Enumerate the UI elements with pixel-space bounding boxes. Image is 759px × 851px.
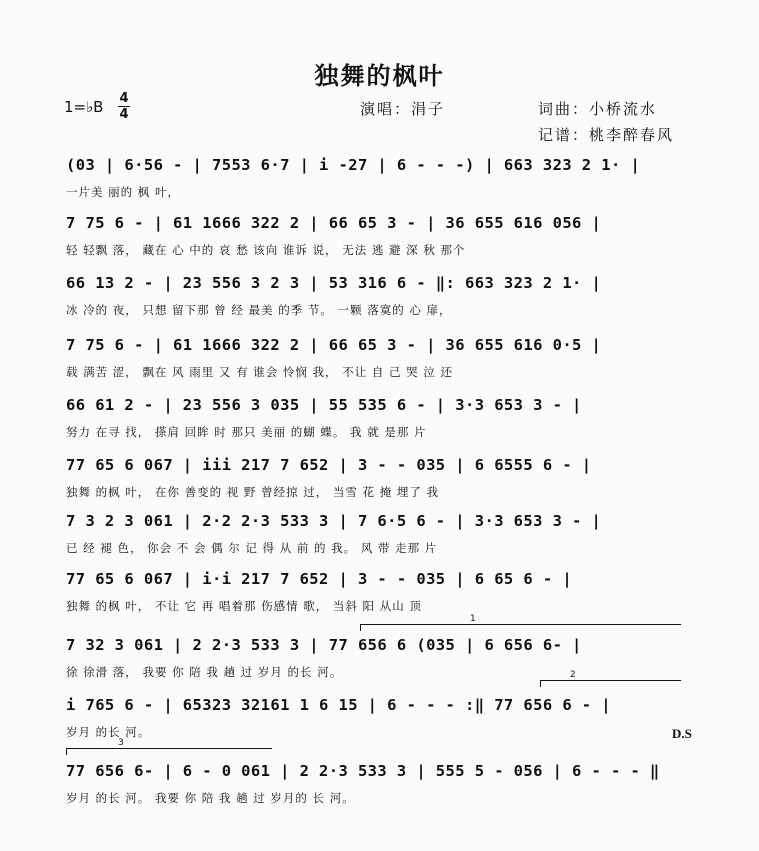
notation: 66 61 2 - | 23 556 3 035 | 55 535 6 - | 3·3 653 3 - | bbox=[66, 396, 582, 414]
volta-number-1: 1 bbox=[470, 614, 476, 624]
notation: 77 65 6 067 | iii 217 7 652 | 3 - - 035 | 6 6555 6 - | bbox=[66, 456, 592, 474]
notation: 7 32 3 061 | 2 2·3 533 3 | 77 656 6 (035 | 6 656 6- | bbox=[66, 636, 582, 654]
notation: 66 13 2 - | 23 556 3 2 3 | 53 316 6 - ‖: 663 323 2 1· | bbox=[66, 274, 602, 292]
lyrics: 独舞 的枫 叶， 不让 它 再 唱着那 伤感情 歌， 当斜 阳 从山 顶 bbox=[66, 599, 422, 613]
key-signature: 1=♭B bbox=[64, 98, 104, 116]
lyricist-credit: 词曲：小桥流水 bbox=[538, 100, 658, 118]
volta-bracket-1 bbox=[360, 624, 681, 631]
lyrics: 载 满苦 涩， 飘在 风 雨里 又 有 谁会 怜悯 我， 不让 自 己 哭 泣 还 bbox=[66, 365, 453, 379]
notation: (03 | 6·56 - | 7553 6·7 | i -27 | 6 - - -) | 663 323 2 1· | bbox=[66, 156, 641, 174]
notation: i 765 6 - | 65323 32161 1 6 15 | 6 - - - :‖ 77 656 6 - | bbox=[66, 696, 611, 714]
notation: 7 3 2 3 061 | 2·2 2·3 533 3 | 7 6·5 6 - | 3·3 653 3 - | bbox=[66, 512, 602, 530]
time-signature bbox=[118, 92, 130, 121]
time-signature-top: 4 bbox=[119, 91, 129, 106]
volta-number-2: 2 bbox=[570, 670, 576, 680]
volta-number-3: 3 bbox=[118, 738, 124, 748]
volta-bracket-2 bbox=[540, 680, 681, 687]
singer-credit: 演唱：涓子 bbox=[360, 100, 446, 118]
song-title: 独舞的枫叶 bbox=[314, 62, 445, 90]
lyrics: 已 经 褪 色， 你会 不 会 偶 尔 记 得 从 前 的 我。 风 带 走那 片 bbox=[66, 541, 438, 555]
lyrics: 一片美 丽的 枫 叶， bbox=[66, 185, 180, 199]
transcriber-credit: 记谱：桃李醉春风 bbox=[538, 126, 675, 144]
time-signature-bottom: 4 bbox=[119, 107, 129, 122]
lyrics: 徐 徐滑 落， 我要 你 陪 我 趟 过 岁月 的长 河。 bbox=[66, 665, 343, 679]
lyrics: 努力 在寻 找， 搽肩 回眸 时 那只 美丽 的蝴 蝶。 我 就 是那 片 bbox=[66, 425, 427, 439]
notation: 7 75 6 - | 61 1666 322 2 | 66 65 3 - | 36 655 616 0·5 | bbox=[66, 336, 602, 354]
ds-marking: D.S bbox=[672, 726, 692, 741]
notation: 77 656 6- | 6 - 0 061 | 2 2·3 533 3 | 555 5 - 056 | 6 - - - ‖ bbox=[66, 762, 660, 780]
lyrics: 岁月 的长 河。 bbox=[66, 725, 151, 739]
lyrics: 轻 轻飘 落， 藏在 心 中的 哀 愁 该向 谁诉 说， 无法 逃 避 深 秋 那个 bbox=[66, 243, 466, 257]
notation: 7 75 6 - | 61 1666 322 2 | 66 65 3 - | 36 655 616 056 | bbox=[66, 214, 602, 232]
volta-bracket-3 bbox=[66, 748, 272, 755]
lyrics: 独舞 的枫 叶， 在你 善变的 视 野 曾经掠 过， 当雪 花 掩 埋了 我 bbox=[66, 485, 440, 499]
lyrics: 冰 冷的 夜， 只想 留下那 曾 经 最美 的季 节。 一颗 落寞的 心 扉， bbox=[66, 303, 452, 317]
lyrics: 岁月 的长 河。 我要 你 陪 我 趟 过 岁月的 长 河。 bbox=[66, 791, 355, 805]
notation: 77 65 6 067 | i·i 217 7 652 | 3 - - 035 | 6 65 6 - | bbox=[66, 570, 573, 588]
